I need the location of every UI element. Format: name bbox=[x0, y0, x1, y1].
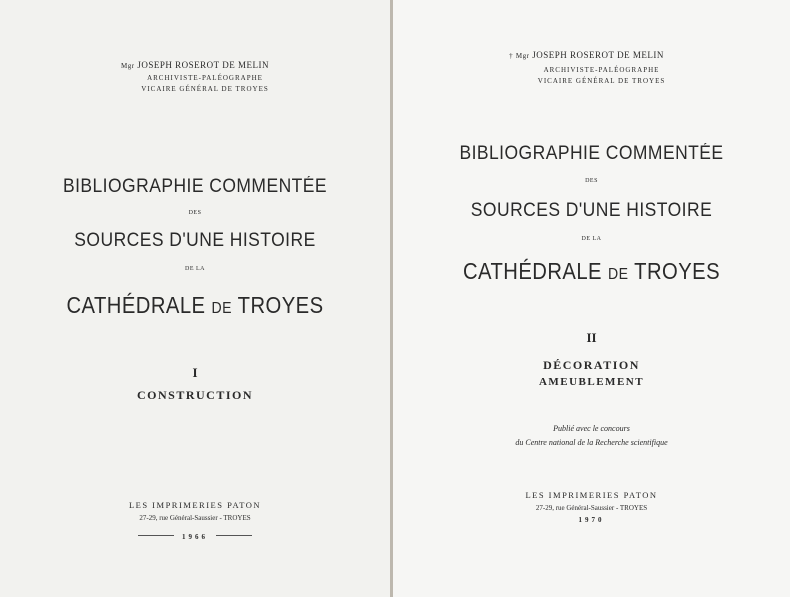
note-line-2: du Centre national de la Recherche scientifique bbox=[515, 438, 668, 447]
title-line-2: SOURCES D'UNE HISTOIRE bbox=[470, 200, 713, 221]
title-de-word: DE bbox=[211, 300, 232, 317]
rule-right bbox=[216, 535, 252, 536]
title-line-1: BIBLIOGRAPHIE COMMENTÉE bbox=[62, 176, 328, 197]
right-book-cover bbox=[393, 0, 790, 597]
title-dela: DE LA bbox=[185, 266, 205, 272]
publisher-address: 27-29, rue Général-Saussier - TROYES bbox=[535, 504, 648, 512]
author-name: JOSEPH ROSEROT DE MELIN bbox=[532, 50, 664, 60]
title-cath-word: CATHÉDRALE bbox=[66, 292, 206, 318]
author-title-2: VICAIRE GÉNÉRAL DE TROYES bbox=[537, 77, 666, 85]
section-title-2: AMEUBLEMENT bbox=[538, 376, 645, 388]
author-prefix: Mgr bbox=[121, 62, 135, 70]
section-title-1: DÉCORATION bbox=[543, 358, 640, 372]
title-des: DES bbox=[188, 210, 202, 216]
title-line-2: SOURCES D'UNE HISTOIRE bbox=[74, 230, 316, 251]
title-des: DES bbox=[585, 178, 598, 184]
author-title-2: VICAIRE GÉNÉRAL DE TROYES bbox=[141, 85, 269, 93]
author-name: JOSEPH ROSEROT DE MELIN bbox=[137, 60, 269, 70]
publisher: LES IMPRIMERIES PATON bbox=[128, 500, 262, 510]
volume-number: I bbox=[192, 365, 198, 380]
title-cathedrale bbox=[417, 258, 766, 285]
title-dela: DE LA bbox=[581, 236, 602, 242]
section-title: CONSTRUCTION bbox=[136, 388, 253, 402]
author-title-1: ARCHIVISTE-PALÉOGRAPHE bbox=[543, 66, 660, 74]
publisher-address: 27-29, rue Général-Saussier - TROYES bbox=[139, 514, 251, 522]
author-prefix: Mgr bbox=[515, 52, 530, 60]
rule-left bbox=[138, 535, 174, 536]
title-troyes-word: TROYES bbox=[634, 258, 721, 284]
year: 1970 bbox=[578, 516, 605, 524]
title-line-1: BIBLIOGRAPHIE COMMENTÉE bbox=[459, 143, 724, 164]
author-line bbox=[0, 60, 390, 70]
year-line bbox=[0, 526, 390, 544]
title-troyes-word: TROYES bbox=[237, 292, 324, 318]
year: 1966 bbox=[182, 533, 208, 541]
note-line-1: Publié avec le concours bbox=[553, 424, 630, 433]
author-line bbox=[393, 50, 790, 60]
title-de-word: DE bbox=[608, 266, 629, 283]
left-book-cover bbox=[0, 0, 390, 597]
cross-mark: † bbox=[509, 52, 514, 60]
publisher: LES IMPRIMERIES PATON bbox=[525, 490, 658, 500]
title-cathedrale bbox=[23, 292, 366, 319]
title-cath-word: CATHÉDRALE bbox=[462, 258, 602, 284]
volume-number: II bbox=[586, 330, 597, 345]
author-title-1: ARCHIVISTE-PALÉOGRAPHE bbox=[147, 74, 263, 82]
